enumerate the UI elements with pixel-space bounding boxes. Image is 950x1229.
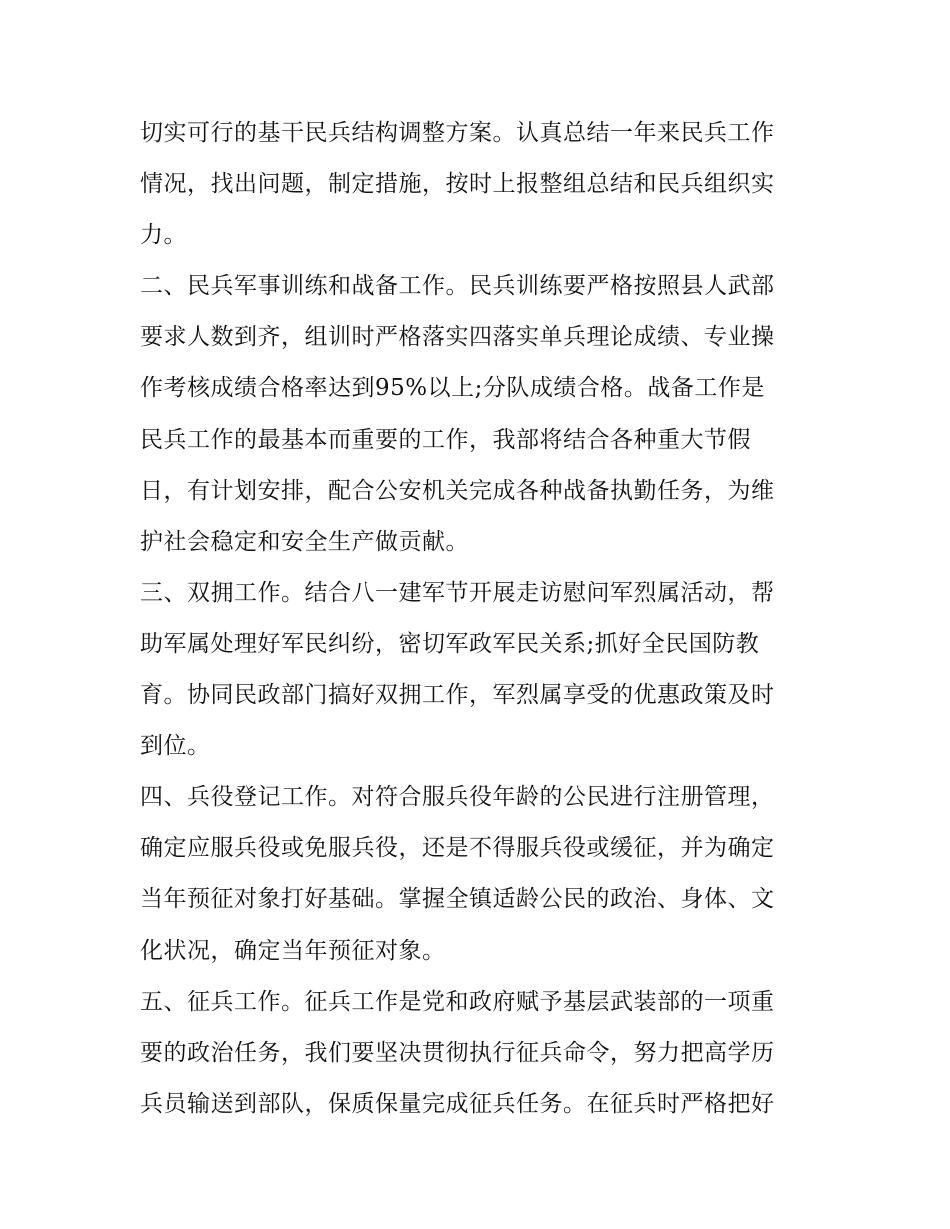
text-line: 二、民兵军事训练和战备工作。民兵训练要严格按照县人武部 [140,273,775,300]
text-line: 情况，找出问题，制定措施，按时上报整组总结和民兵组织实 [140,171,775,198]
document-body [140,108,820,1130]
text-line: 切实可行的基干民兵结构调整方案。认真总结一年来民兵工作 [140,120,775,146]
text-line: 民兵工作的最基本而重要的工作，我部将结合各种重大节假 [140,426,751,453]
text-line: 作考核成绩合格率达到95%以上;分队成绩合格。战备工作是 [140,375,765,402]
text-line: 化状况，确定当年预征对象。 [140,937,446,964]
text-line: 育。协同民政部门搞好双拥工作，军烈属享受的优惠政策及时 [140,682,775,709]
text-line: 要的政治任务，我们要坚决贯彻执行征兵命令，努力把高学历 [140,1039,775,1066]
text-line: 要求人数到齐，组训时严格落实四落实单兵理论成绩、专业操 [140,324,775,351]
text-line: 助军属处理好军民纠纷，密切军政军民关系;抓好全民国防教 [140,630,760,657]
text-line: 四、兵役登记工作。对符合服兵役年龄的公民进行注册管理， [140,784,775,811]
text-line: 当年预征对象打好基础。掌握全镇适龄公民的政治、身体、文 [140,886,775,913]
text-line: 五、征兵工作。征兵工作是党和政府赋予基层武装部的一项重 [140,988,775,1015]
text-line: 到位。 [140,733,211,760]
text-line: 力。 [140,222,187,249]
text-line: 确定应服兵役或免服兵役，还是不得服兵役或缓征，并为确定 [140,835,775,862]
text-line: 三、双拥工作。结合八一建军节开展走访慰问军烈属活动，帮 [140,579,775,606]
text-line: 日，有计划安排，配合公安机关完成各种战备执勤任务，为维 [140,477,775,504]
text-line: 兵员输送到部队，保质保量完成征兵任务。在征兵时严格把好 [140,1090,775,1117]
text-line: 护社会稳定和安全生产做贡献。 [140,528,469,555]
